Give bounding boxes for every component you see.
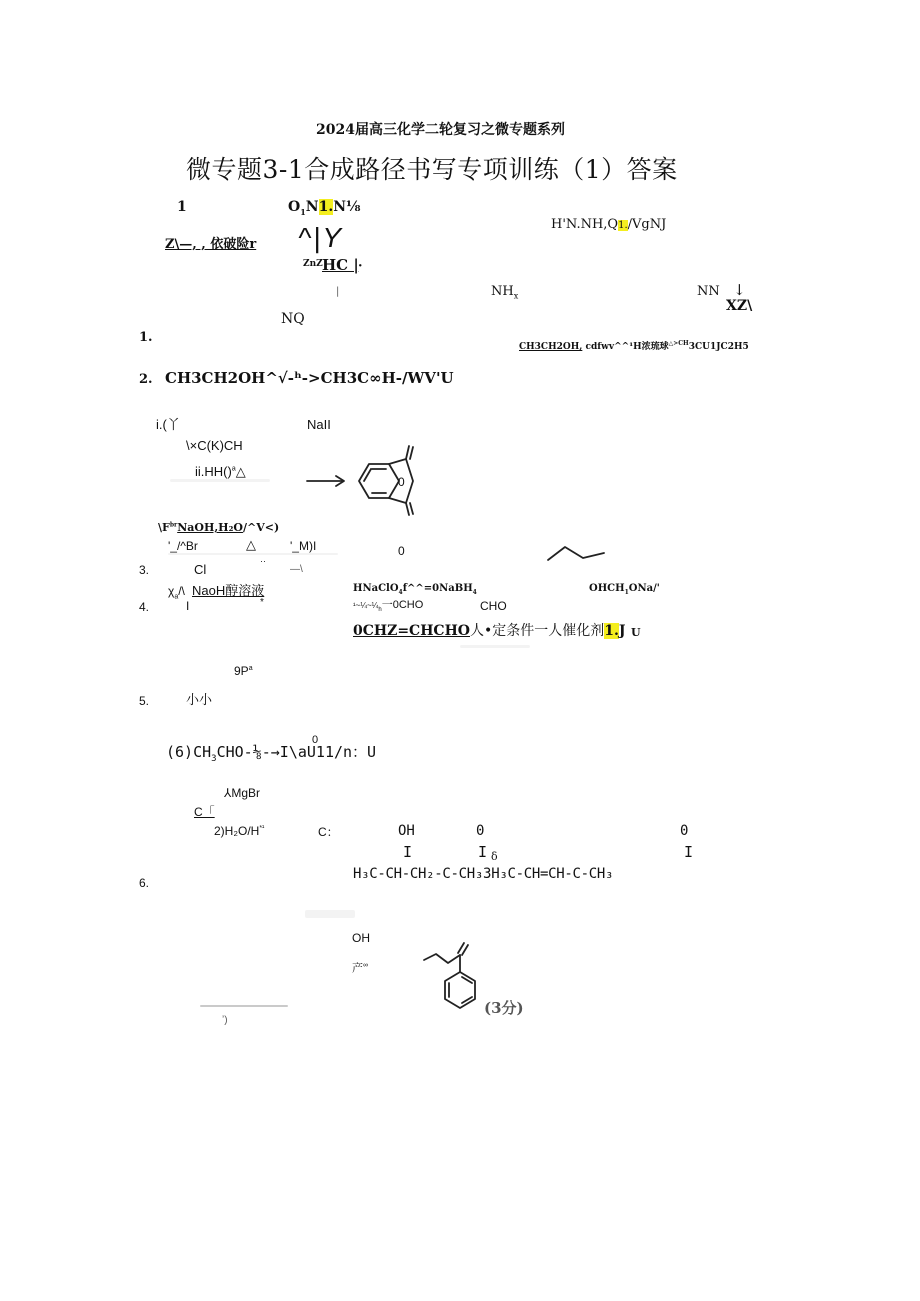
- q6-formula: H₃C-CH-CH₂-C-CH₃3H₃C-CH=CH-C-CH₃: [353, 866, 614, 882]
- q4-9p-label: $9P^a$: [234, 664, 253, 678]
- q4-och-label: $OHCH_1ONa/'$: [589, 583, 660, 596]
- q2-step-i: i.(丫: [156, 417, 180, 432]
- q2-ring-oxygen: 0: [398, 475, 405, 489]
- q1-right-label: H'N.NH,Q1./VgNJ: [551, 217, 667, 232]
- q6-bond-c: I: [684, 843, 694, 861]
- q1-nn-label: NN: [697, 284, 720, 299]
- q6-oh-label: OH: [398, 823, 415, 839]
- q3-mi-label: '_M)I: [290, 539, 317, 553]
- q4-chain-label: $^1\sim\frac{1}{4}\sim\frac{1}{4}_h$一0CHO: [353, 599, 424, 614]
- q2-equation: CH3CH2OH^√-ʰ->CH3C∞H-/WV'U: [165, 369, 454, 387]
- q6-top-zero: 0: [312, 734, 319, 746]
- q1-nq-label: NQ: [281, 311, 305, 327]
- q3-br-label: '_/^Br: [168, 539, 198, 553]
- q1-top-reagent: $O_1N1.N\frac{1}{8}$: [288, 199, 361, 217]
- q1-top-number: 1: [177, 199, 187, 215]
- q6-mgbr-label: ⅄MgBr: [224, 786, 260, 800]
- q1-znz-label: ZnZ: [303, 259, 323, 269]
- q1-bullet: ·: [358, 259, 363, 274]
- q6-o-b: 0: [680, 823, 689, 839]
- q5-number: 5.: [139, 694, 150, 708]
- q3-arrow-mark: —\: [290, 564, 303, 575]
- q6-c-colon: C：: [318, 825, 339, 839]
- q6-delta-sub: δ: [491, 850, 498, 863]
- q3-cl-label: Cl: [194, 562, 207, 577]
- q6-h2o-label: $2)H_2O/H^{*^1}$: [214, 824, 265, 838]
- q6-hook-mark: 产∞: [352, 962, 368, 975]
- q3-number: 3.: [139, 563, 150, 577]
- q6-bond-a: I: [403, 843, 413, 861]
- q4-chi-label: $\chi_a/\backslash$: [168, 584, 185, 601]
- q2-naii: NaII: [307, 417, 331, 432]
- q4-u-mark: U: [631, 626, 641, 639]
- q2-step-ii: ii.HH()$^a$△: [195, 464, 246, 479]
- q4-number: 4.: [139, 600, 150, 614]
- q4-naoh-reagent: NaoH醇溶液: [192, 583, 265, 598]
- q4-star: *: [260, 597, 264, 608]
- q6-equation: $(6)CH_3CHO-\frac{1}{8}-\to I\backslash aU11/n$：U: [166, 743, 377, 764]
- q1-mid-glyph: ^|Y: [298, 222, 344, 253]
- q1-down-arrow-icon: ↓: [733, 281, 746, 299]
- q1-pipe-mark: |: [336, 286, 340, 297]
- q4-acrolein-line: 0CHZ=CHCHO人•定条件一人催化剂1.J: [353, 623, 626, 639]
- q1-hc-label: HC |: [322, 256, 359, 274]
- q6-c-label: C「: [194, 805, 215, 819]
- q1-left-label: Z\—, , 依破险r: [165, 237, 257, 252]
- series-title: 2024届高三化学二轮复习之微专题系列: [316, 122, 565, 138]
- q2-cook: \×C(K)CH: [186, 438, 243, 453]
- q6-number: 6.: [139, 876, 150, 890]
- q6-score: (3分): [484, 999, 524, 1017]
- q1-number: 1.: [139, 330, 153, 345]
- page-title: 微专题3-1合成路径书写专项训练（1）答案: [186, 155, 678, 184]
- q5-text: 小小: [186, 692, 213, 707]
- q1-xz-label: XZ\: [726, 298, 753, 314]
- q1-ethanol-line: CH3CH2OH, cdfwv^^¹H浓琉球$^{\triangle>CH}$3CU1JC2H5: [519, 340, 749, 352]
- q6-left-mark: ʼ): [222, 1015, 228, 1026]
- q4-hnaclo-line: HNaClO$_4$f^^=0NaBH$_4$: [353, 583, 477, 596]
- q2-number: 2.: [139, 372, 153, 387]
- q3-delta: △: [246, 537, 256, 552]
- q6-o-a: 0: [476, 823, 485, 839]
- q3-reagent: $\backslash F^{br}NaOH,H_2O/\^{}V<$): [158, 521, 280, 534]
- q6-oh2-label: OH: [352, 931, 370, 945]
- q3-zero: 0: [398, 544, 405, 558]
- q4-i-mark: I: [186, 599, 190, 613]
- q3-dots: ··: [260, 556, 266, 566]
- q6-bond-b: I: [478, 843, 488, 861]
- q4-cho-label: CHO: [480, 599, 507, 613]
- q1-nh-label: $NH_x$: [491, 284, 519, 301]
